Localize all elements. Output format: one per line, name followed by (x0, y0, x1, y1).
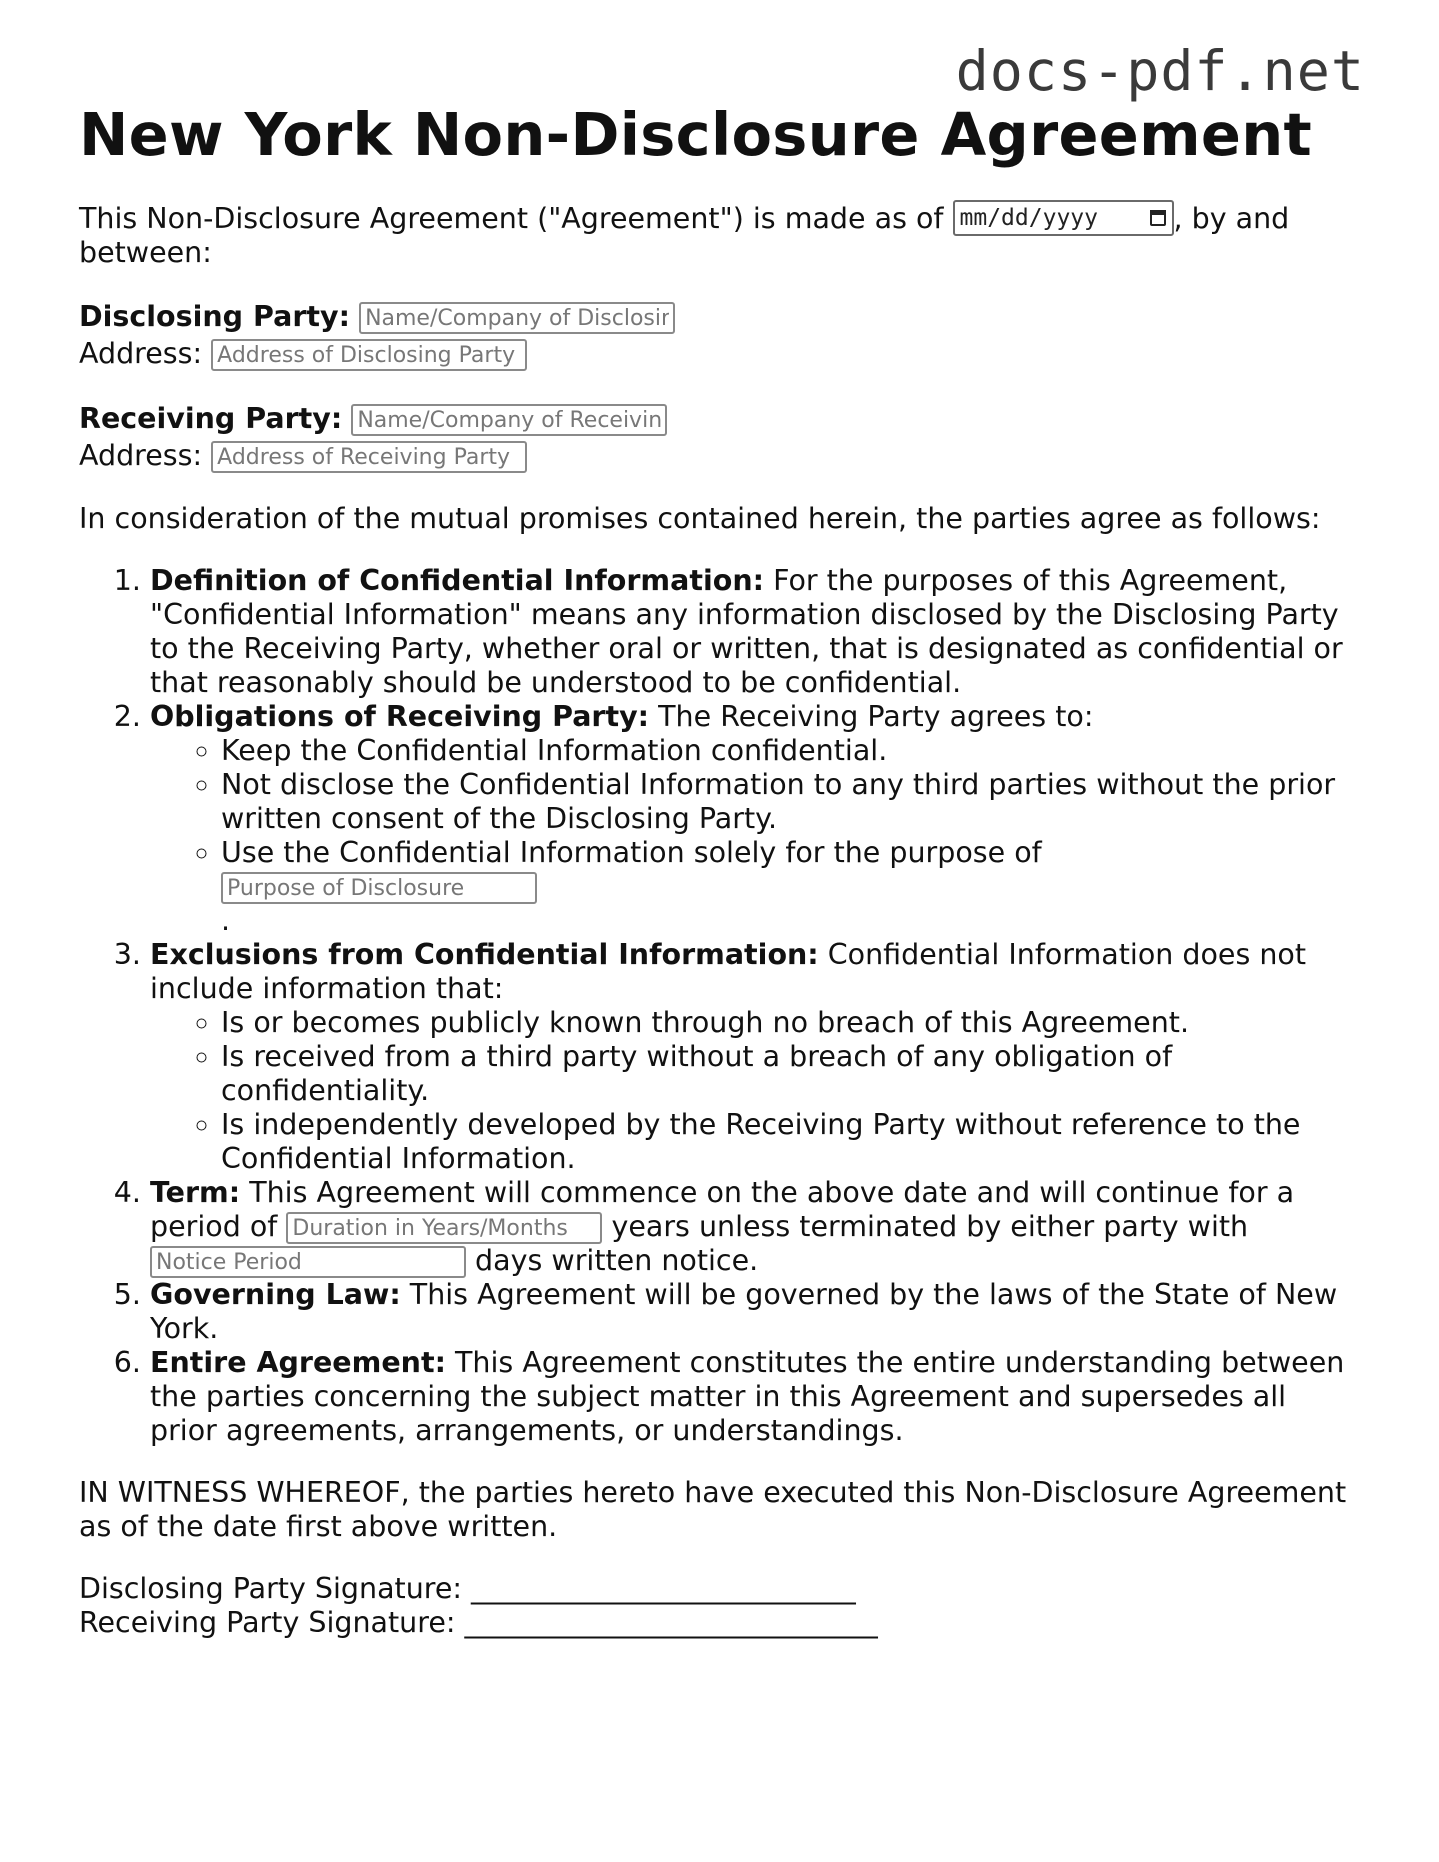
disclosing-party-block (79, 298, 1359, 372)
page-title: New York Non-Disclosure Agreement (79, 100, 1312, 169)
receiving-party-label: Receiving Party: (79, 402, 343, 435)
clauses-list (79, 564, 1359, 1448)
calendar-icon[interactable] (1150, 210, 1166, 226)
clause-heading: Entire Agreement: (150, 1346, 446, 1379)
clause-text: years unless terminated by either party with (602, 1210, 1249, 1243)
purpose-period: . (221, 904, 231, 937)
list-item: ◦ Is independently developed by the Receiving Party without reference to the Confidential Information. (221, 1108, 1359, 1176)
purpose-text: Use the Confidential Information solely for the purpose of (221, 836, 1042, 869)
clause-governing-law (150, 1278, 1359, 1346)
clause-exclusions (150, 938, 1359, 1176)
clause-obligations (150, 700, 1359, 938)
watermark: docs-pdf.net (955, 39, 1365, 103)
clause-heading: Obligations of Receiving Party: (150, 700, 650, 733)
disclosing-address-label: Address: (79, 337, 203, 370)
list-item (221, 836, 1359, 938)
disclosing-signature-line: Disclosing Party Signature: ___________________________ (79, 1572, 856, 1605)
clause-text: days written notice. (466, 1244, 759, 1277)
clause-text: For the purposes of this Agreement, "Confidential Information" means any information disclosed by the Disclosing Party to the Receiving Party, whether oral or written, that is designated as confidential or that reasonably should be understood to be confidential. (150, 564, 1343, 699)
list-item: ◦ Keep the Confidential Information confidential. (221, 734, 1359, 768)
clause-term (150, 1176, 1359, 1278)
consideration-paragraph: In consideration of the mutual promises contained herein, the parties agree as follows: (79, 502, 1321, 535)
notice-period-input[interactable] (150, 1246, 466, 1278)
signature-block (79, 1572, 1359, 1640)
agreement-date-input[interactable] (953, 200, 1174, 236)
clause-text: This Agreement will be governed by the laws of the State of New York. (150, 1278, 1338, 1345)
clause-text: Confidential Information does not include information that: (150, 938, 1307, 1005)
document-page (79, 100, 1359, 1640)
clause-heading: Term: (150, 1176, 241, 1209)
intro-paragraph (79, 202, 1359, 270)
exclusions-list (150, 1006, 1359, 1176)
clause-definition (150, 564, 1359, 700)
receiving-address-label: Address: (79, 439, 203, 472)
intro-text-end: , by and between: (79, 202, 1290, 269)
obligations-list (150, 734, 1359, 938)
list-item: ◦ Not disclose the Confidential Information to any third parties without the prior written consent of the Disclosing Party. (221, 768, 1359, 836)
clause-text: The Receiving Party agrees to: (649, 700, 1094, 733)
clause-heading: Governing Law: (150, 1278, 401, 1311)
receiving-signature-line: Receiving Party Signature: _____________________________ (79, 1606, 878, 1639)
list-item: ◦ Is or becomes publicly known through no breach of this Agreement. (221, 1006, 1359, 1040)
disclosing-party-address-input[interactable] (211, 339, 527, 371)
duration-input[interactable] (286, 1212, 602, 1244)
clause-text: This Agreement constitutes the entire understanding between the parties concerning the subject matter in this Agreement and supersedes all prior agreements, arrangements, or understandings. (150, 1346, 1345, 1447)
receiving-party-address-input[interactable] (211, 441, 527, 473)
date-placeholder: mm/dd/yyyy (959, 205, 1098, 231)
disclosing-party-label: Disclosing Party: (79, 300, 350, 333)
clause-entire-agreement (150, 1346, 1359, 1448)
intro-text: This Non-Disclosure Agreement ("Agreement") is made as of (79, 202, 953, 235)
disclosing-party-name-input[interactable] (359, 302, 675, 334)
receiving-party-name-input[interactable] (351, 404, 667, 436)
receiving-party-block (79, 400, 1359, 474)
clause-text: This Agreement will commence on the above date and will continue for a period of (150, 1176, 1295, 1243)
clause-heading: Exclusions from Confidential Information: (150, 938, 819, 971)
witness-paragraph: IN WITNESS WHEREOF, the parties hereto have executed this Non-Disclosure Agreement as of the date first above written. (79, 1476, 1347, 1543)
list-item: ◦ Is received from a third party without a breach of any obligation of confidentiality. (221, 1040, 1359, 1108)
clause-heading: Definition of Confidential Information: (150, 564, 765, 597)
purpose-of-disclosure-input[interactable] (221, 872, 537, 904)
